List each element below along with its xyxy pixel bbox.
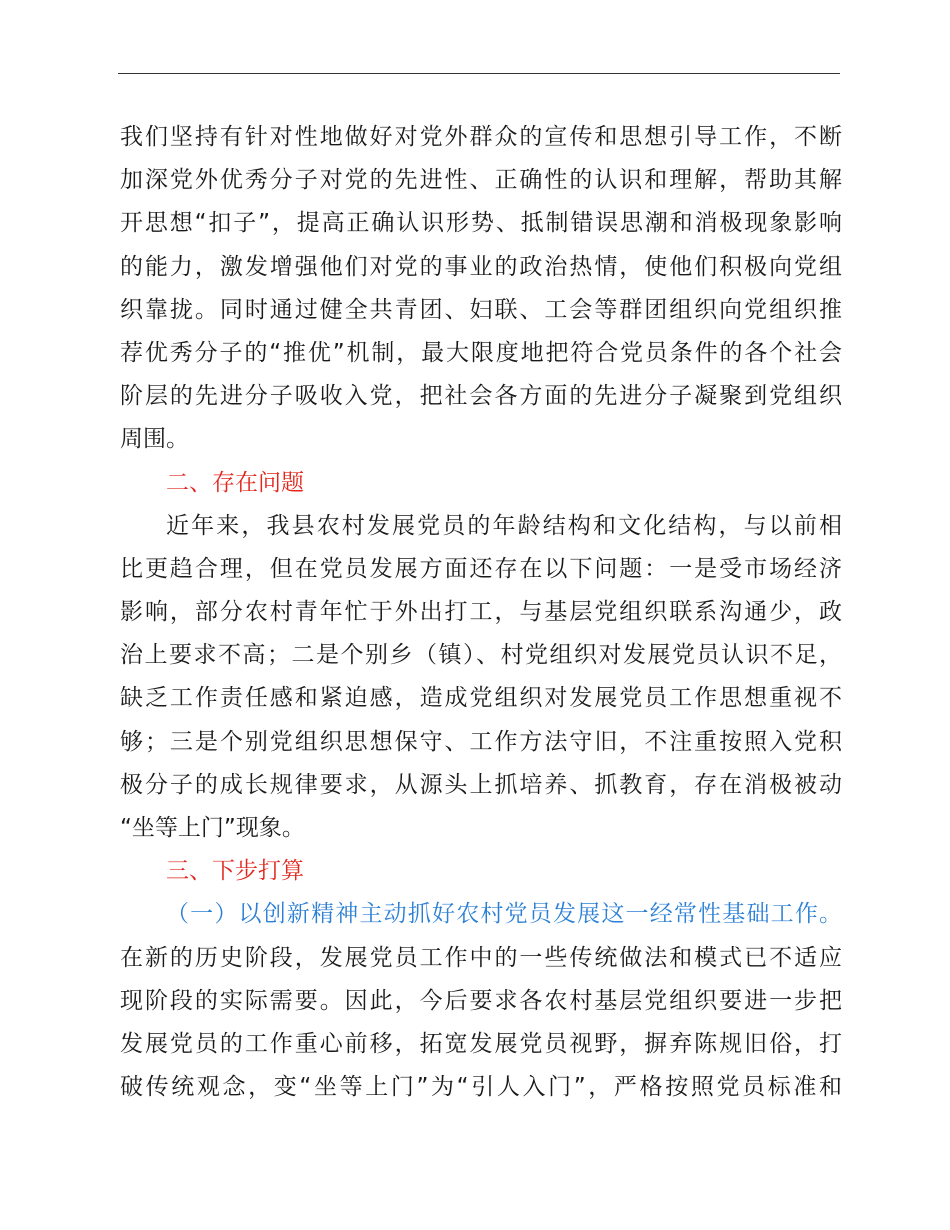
section-heading-problems: 二、存在问题: [166, 469, 304, 496]
paragraph-line: 荐优秀分子的“推优”机制，最大限度地把符合党员条件的各个社会: [120, 339, 842, 366]
paragraph-line: 周围。: [120, 426, 189, 453]
paragraph-line: 近年来，我县农村发展党员的年龄结构和文化结构，与以前相: [166, 512, 842, 539]
paragraph-line: 治上要求不高；二是个别乡（镇）、村党组织对发展党员认识不足，: [120, 642, 842, 669]
subsection-heading: （一）以创新精神主动抓好农村党员发展这一经常性基础工作。: [166, 901, 842, 928]
paragraph-line: 现阶段的实际需要。因此，今后要求各农村基层党组织要进一步把: [120, 987, 842, 1014]
paragraph-line: 影响，部分农村青年忙于外出打工，与基层党组织联系沟通少，政: [120, 599, 842, 626]
paragraph-line: “坐等上门”现象。: [120, 815, 305, 841]
paragraph-line: 缺乏工作责任感和紧迫感，造成党组织对发展党员工作思想重视不: [120, 685, 842, 712]
paragraph-line: 的能力，激发增强他们对党的事业的政治热情，使他们积极向党组: [120, 253, 842, 280]
paragraph-line: 我们坚持有针对性地做好对党外群众的宣传和思想引导工作，不断: [120, 124, 842, 150]
header-rule: [118, 73, 840, 74]
section-heading-next-steps: 三、下步打算: [166, 858, 304, 885]
paragraph-line: 极分子的成长规律要求，从源头上抓培养、抓教育，存在消极被动: [120, 771, 842, 798]
paragraph-line: 阶层的先进分子吸收入党，把社会各方面的先进分子凝聚到党组织: [120, 383, 842, 410]
paragraph-line: 开思想“扣子”，提高正确认识形势、抵制错误思潮和消极现象影响: [120, 210, 842, 237]
paragraph-line: 够；三是个别党组织思想保守、工作方法守旧，不注重按照入党积: [120, 728, 842, 755]
document-body: [120, 116, 842, 1109]
paragraph-line: 在新的历史阶段，发展党员工作中的一些传统做法和模式已不适应: [120, 944, 842, 971]
paragraph-line: 破传统观念，变“坐等上门”为“引人入门”，严格按照党员标准和: [120, 1074, 842, 1101]
paragraph-line: 发展党员的工作重心前移，拓宽发展党员视野，摒弃陈规旧俗，打: [120, 1030, 842, 1057]
paragraph-line: 比更趋合理，但在党员发展方面还存在以下问题：一是受市场经济: [120, 555, 842, 582]
paragraph-line: 加深党外优秀分子对党的先进性、正确性的认识和理解，帮助其解: [120, 167, 842, 194]
paragraph-line: 织靠拢。同时通过健全共青团、妇联、工会等群团组织向党组织推: [120, 296, 842, 323]
